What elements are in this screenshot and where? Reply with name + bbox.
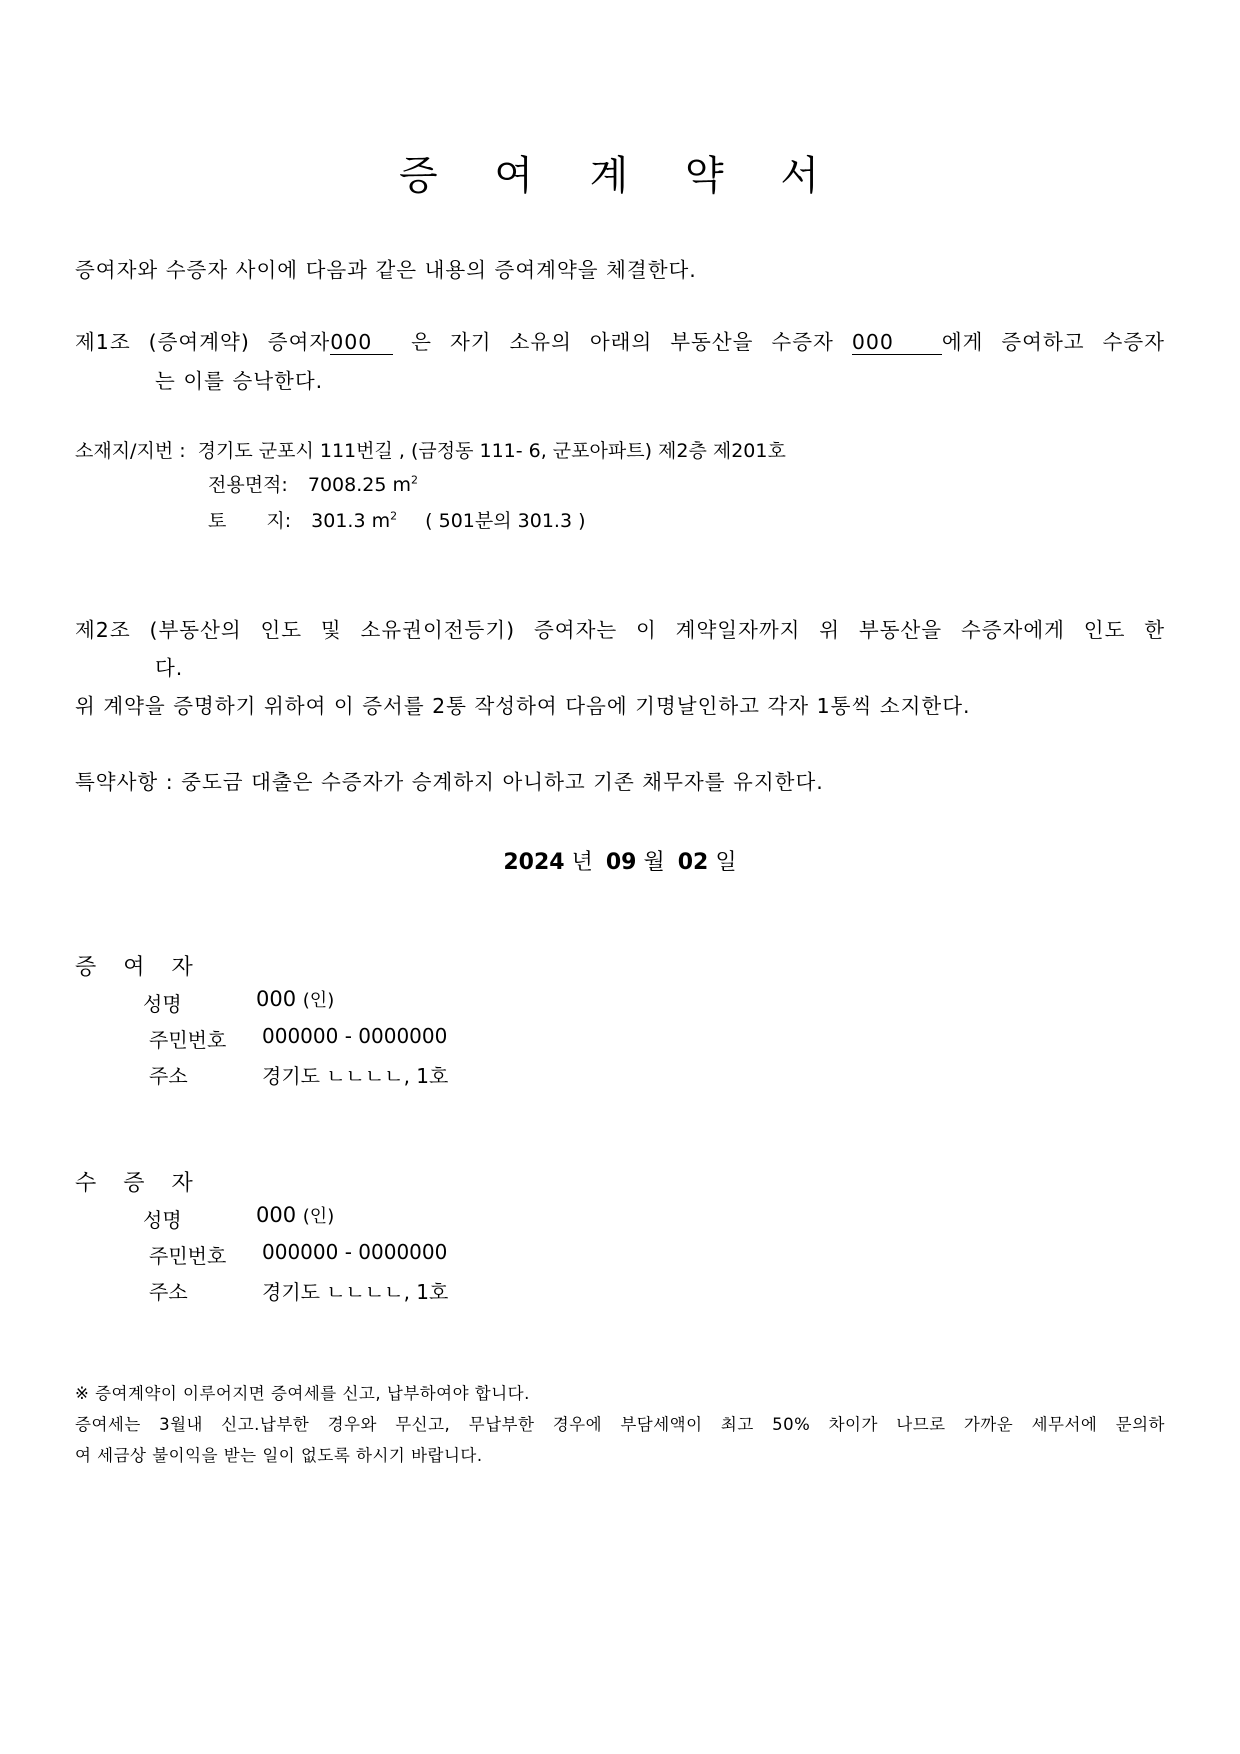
article1-text-c: 에게 증여하고 수증자 [941, 330, 1165, 354]
location-label: 소재지/지번 : [75, 440, 186, 462]
donee-address-label: 주소 [149, 1280, 188, 1304]
special-terms: 특약사항 : 중도금 대출은 수증자가 승계하지 아니하고 기존 채무자를 유지한다. [75, 770, 824, 794]
property-land [208, 506, 585, 533]
article2-line1: 제2조 (부동산의 인도 및 소유권이전등기) 증여자는 이 계약일자까지 위 부동산을 수증자에게 인도 한 [75, 618, 1165, 642]
property-area [208, 470, 418, 497]
note-line3: 여 세금상 불이익을 받는 일이 없도록 하시기 바랍니다. [75, 1446, 483, 1465]
donee-id: 000000 - 0000000 [262, 1240, 448, 1264]
note-line1: ※ 증여계약이 이루어지면 증여세를 신고, 납부하여야 합니다. [75, 1384, 530, 1403]
date-year: 2024 [503, 850, 565, 875]
donor-address: 경기도 ㄴㄴㄴㄴ, 1호 [262, 1064, 449, 1088]
donor-name-blank: 000 [330, 330, 393, 355]
donee-heading: 수 증 자 [75, 1171, 203, 1196]
land-label: 토 지: [208, 510, 292, 532]
donee-name: 000 (인) [256, 1203, 335, 1227]
note-line2: 증여세는 3월내 신고.납부한 경우와 무신고, 무납부한 경우에 부담세액이 최고 50% 차이가 나므로 가까운 세무서에 문의하 [75, 1415, 1165, 1434]
land-value: 301.3 $m^2$ [311, 509, 398, 532]
donee-name-label: 성명 [143, 1208, 182, 1232]
article2-line2: 다. [155, 656, 184, 680]
document-title: 증 여 계 약 서 [398, 153, 842, 199]
location-value: 경기도 군포시 111번길 , (금정동 111- 6, 군포아파트) 제2층 제201호 [197, 440, 786, 462]
article1-text-a: 제1조 (증여계약) 증여자 [75, 330, 331, 354]
area-value: 7008.25 $m^2$ [307, 473, 418, 496]
date-month: 09 [605, 850, 637, 875]
donee-id-label: 주민번호 [149, 1244, 227, 1268]
donor-address-label: 주소 [149, 1064, 188, 1088]
date-day: 02 [677, 850, 709, 875]
article1-line2: 는 이를 승낙한다. [155, 369, 324, 393]
donor-id-label: 주민번호 [149, 1028, 227, 1052]
area-label: 전용면적: [208, 474, 288, 496]
donor-id: 000000 - 0000000 [262, 1024, 448, 1048]
article1-line1 [75, 325, 1165, 355]
intro-text: 증여자와 수증자 사이에 다음과 같은 내용의 증여계약을 체결한다. [75, 258, 697, 282]
donor-name: 000 (인) [256, 987, 335, 1011]
donee-name-blank: 000 [852, 330, 942, 355]
donor-name-label: 성명 [143, 992, 182, 1016]
witness-text: 위 계약을 증명하기 위하여 이 증서를 2통 작성하여 다음에 기명날인하고 각자 1통씩 소지한다. [75, 694, 971, 718]
land-share: ( 501분의 301.3 ) [425, 510, 586, 532]
contract-date: 2024 년 09 월 02 일 [503, 850, 737, 875]
donee-address: 경기도 ㄴㄴㄴㄴ, 1호 [262, 1280, 449, 1304]
donor-heading: 증 여 자 [75, 955, 203, 980]
article1-text-b: 은 자기 소유의 아래의 부동산을 수증자 [411, 330, 834, 354]
property-location [75, 436, 786, 463]
